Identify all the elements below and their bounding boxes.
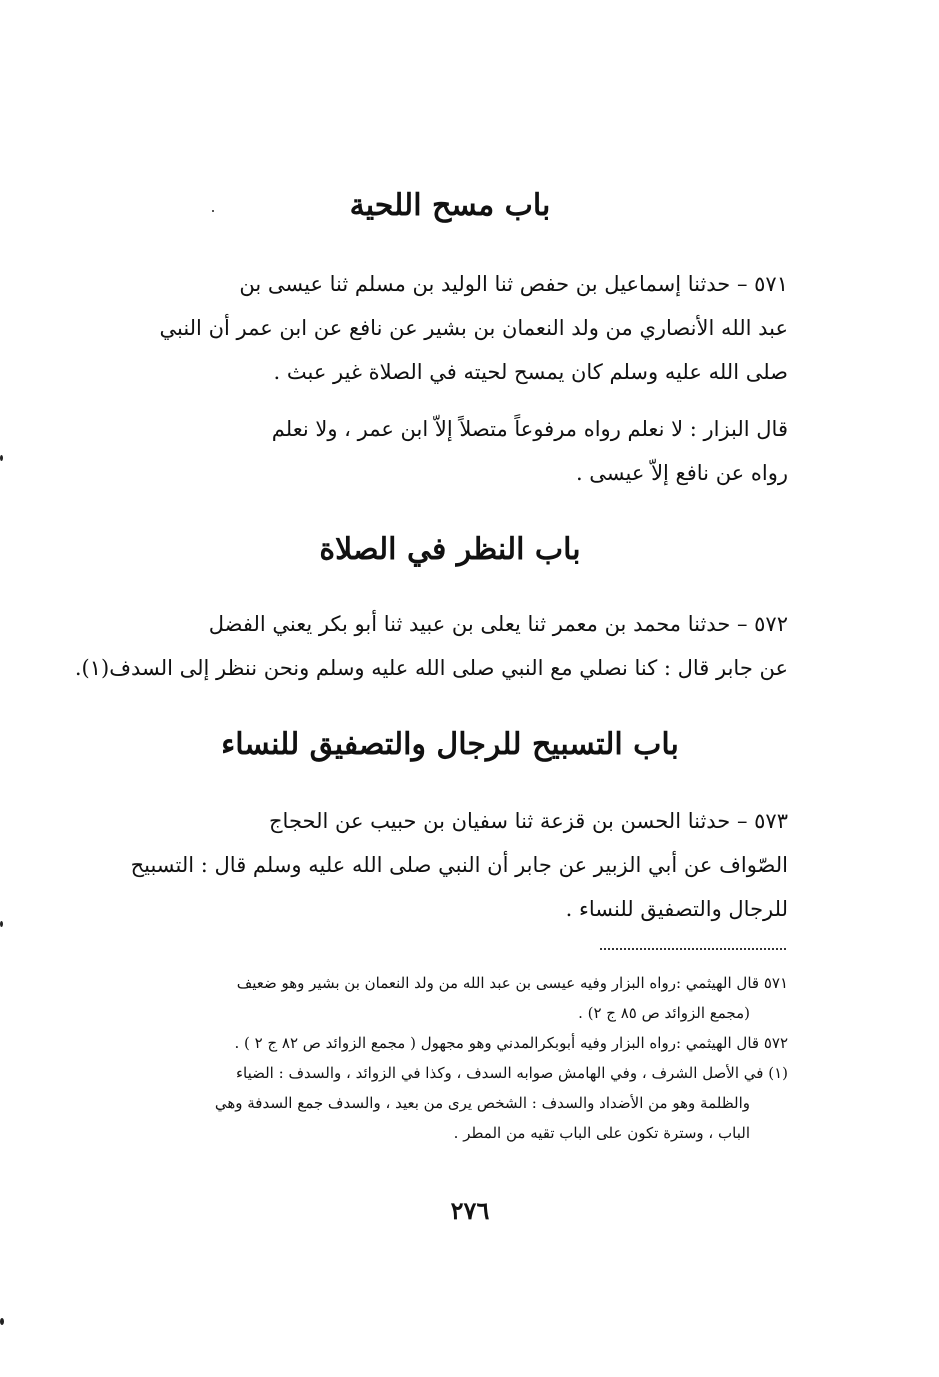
section-heading-looking-in-prayer: باب النظر في الصلاة	[319, 532, 581, 567]
footnote-line: ٥٧١ قال الهيثمي :رواه البزار وفيه عيسى بن عبد الله من ولد النعمان بن بشير وهو ضعيف	[236, 974, 788, 992]
footnotes	[118, 968, 788, 1148]
text-line: قال البزار : لا نعلم رواه مرفوعاً متصلاً إلاّ ابن عمر ، ولا نعلم	[271, 417, 788, 441]
footnote-line: (مجمع الزوائد ص ٨٥ ج ٢) .	[578, 1004, 750, 1022]
text-line: ٥٧٣ – حدثنا الحسن بن قزعة ثنا سفيان بن حبيب عن الحجاج	[269, 809, 788, 833]
hadith-571	[110, 262, 788, 394]
text-line: للرجال والتصفيق للنساء .	[565, 897, 788, 921]
text-line: رواه عن نافع إلاّ عيسى .	[575, 461, 788, 485]
scan-speck	[0, 921, 3, 927]
scan-speck	[0, 455, 3, 461]
section-heading-beard-wiping: باب مسح اللحية	[349, 188, 551, 223]
hadith-573	[110, 799, 788, 931]
page-number: ٢٧٦	[450, 1196, 490, 1225]
footnote-line: والظلمة وهو من الأضداد والسدف : الشخص يرى من بعيد ، والسدف جمع السدفة وهي	[214, 1094, 750, 1112]
footnote-separator	[600, 948, 786, 950]
text-line: ٥٧٢ – حدثنا محمد بن معمر ثنا يعلى بن عبيد ثنا أبو بكر يعني الفضل	[208, 612, 788, 636]
scan-speck	[212, 210, 214, 212]
footnote-line: ٥٧٢ قال الهيثمي :رواه البزار وفيه أبوبكرالمدني وهو مجهول ( مجمع الزوائد ص ٨٢ ج ٢ ) .	[234, 1034, 788, 1052]
text-line: صلى الله عليه وسلم كان يمسح لحيته في الصلاة غير عبث .	[273, 360, 788, 384]
bazzar-comment-571	[110, 407, 788, 495]
section-heading-tasbih-tasfiq: باب التسبيح للرجال والتصفيق للنساء	[221, 727, 679, 762]
hadith-572	[74, 602, 788, 690]
scan-speck	[0, 1318, 4, 1325]
text-line: عبد الله الأنصاري من ولد النعمان بن بشير عن نافع عن ابن عمر أن النبي	[159, 316, 788, 340]
footnote-line: الباب ، وسترة تكون على الباب تقيه من المطر .	[453, 1124, 750, 1142]
footnote-line: (١) في الأصل الشرف ، وفي الهامش صوابه السدف ، وكذا في الزوائد ، والسدف : الضياء	[235, 1064, 788, 1082]
text-line: ٥٧١ – حدثنا إسماعيل بن حفص ثنا الوليد بن مسلم ثنا عيسى بن	[239, 272, 788, 296]
text-line: الصّواف عن أبي الزبير عن جابر أن النبي صلى الله عليه وسلم قال : التسبيح	[130, 853, 788, 877]
text-line: عن جابر قال : كنا نصلي مع النبي صلى الله عليه وسلم ونحن ننظر إلى السدف(١).	[74, 656, 788, 680]
